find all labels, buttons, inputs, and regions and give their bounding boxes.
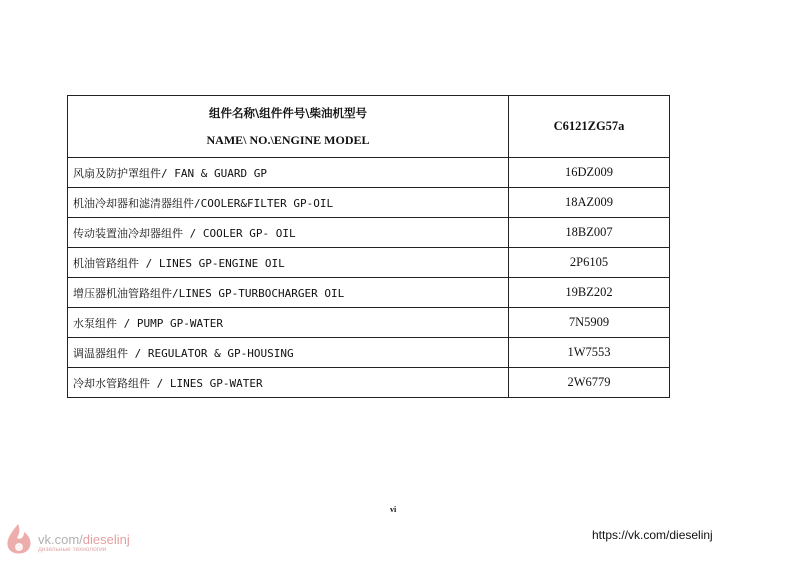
source-url-link[interactable]: https://vk.com/dieselinj xyxy=(592,528,713,542)
table-row xyxy=(68,218,670,248)
header-engine-model: C6121ZG57a xyxy=(509,96,670,158)
watermark-subtitle: дизельные технологии xyxy=(38,546,107,553)
component-name: 机油冷却器和滤清器组件/COOLER&FILTER GP-OIL xyxy=(68,188,509,218)
watermark-site: vk.com/dieselinj xyxy=(38,532,130,547)
component-number: 19BZ202 xyxy=(509,278,670,308)
component-number: 1W7553 xyxy=(509,338,670,368)
component-name: 水泵组件 / PUMP GP-WATER xyxy=(68,308,509,338)
table-row xyxy=(68,278,670,308)
component-name: 风扇及防护罩组件/ FAN & GUARD GP xyxy=(68,158,509,188)
table-row xyxy=(68,368,670,398)
dieselinj-logo-icon xyxy=(2,522,36,558)
header-name-chinese: 组件名称\组件件号\柴油机型号 xyxy=(209,106,367,120)
header-name-cell xyxy=(68,96,509,158)
component-name: 冷却水管路组件 / LINES GP-WATER xyxy=(68,368,509,398)
component-name: 增压器机油管路组件/LINES GP-TURBOCHARGER OIL xyxy=(68,278,509,308)
table-row xyxy=(68,158,670,188)
component-name: 调温器组件 / REGULATOR & GP-HOUSING xyxy=(68,338,509,368)
component-number: 16DZ009 xyxy=(509,158,670,188)
table-row xyxy=(68,338,670,368)
component-name: 传动装置油冷却器组件 / COOLER GP- OIL xyxy=(68,218,509,248)
page-number: vi xyxy=(390,505,397,514)
table-row xyxy=(68,188,670,218)
table-row xyxy=(68,248,670,278)
component-number: 18AZ009 xyxy=(509,188,670,218)
component-number: 18BZ007 xyxy=(509,218,670,248)
watermark xyxy=(38,533,130,554)
component-number: 7N5909 xyxy=(509,308,670,338)
component-number: 2P6105 xyxy=(509,248,670,278)
table-header-row xyxy=(68,96,670,158)
component-name: 机油管路组件 / LINES GP-ENGINE OIL xyxy=(68,248,509,278)
component-number: 2W6779 xyxy=(509,368,670,398)
header-name-english: NAME\ NO.\ENGINE MODEL xyxy=(206,133,370,147)
parts-table xyxy=(67,95,670,398)
table-row xyxy=(68,308,670,338)
watermark-highlight: dieselinj xyxy=(82,532,130,547)
